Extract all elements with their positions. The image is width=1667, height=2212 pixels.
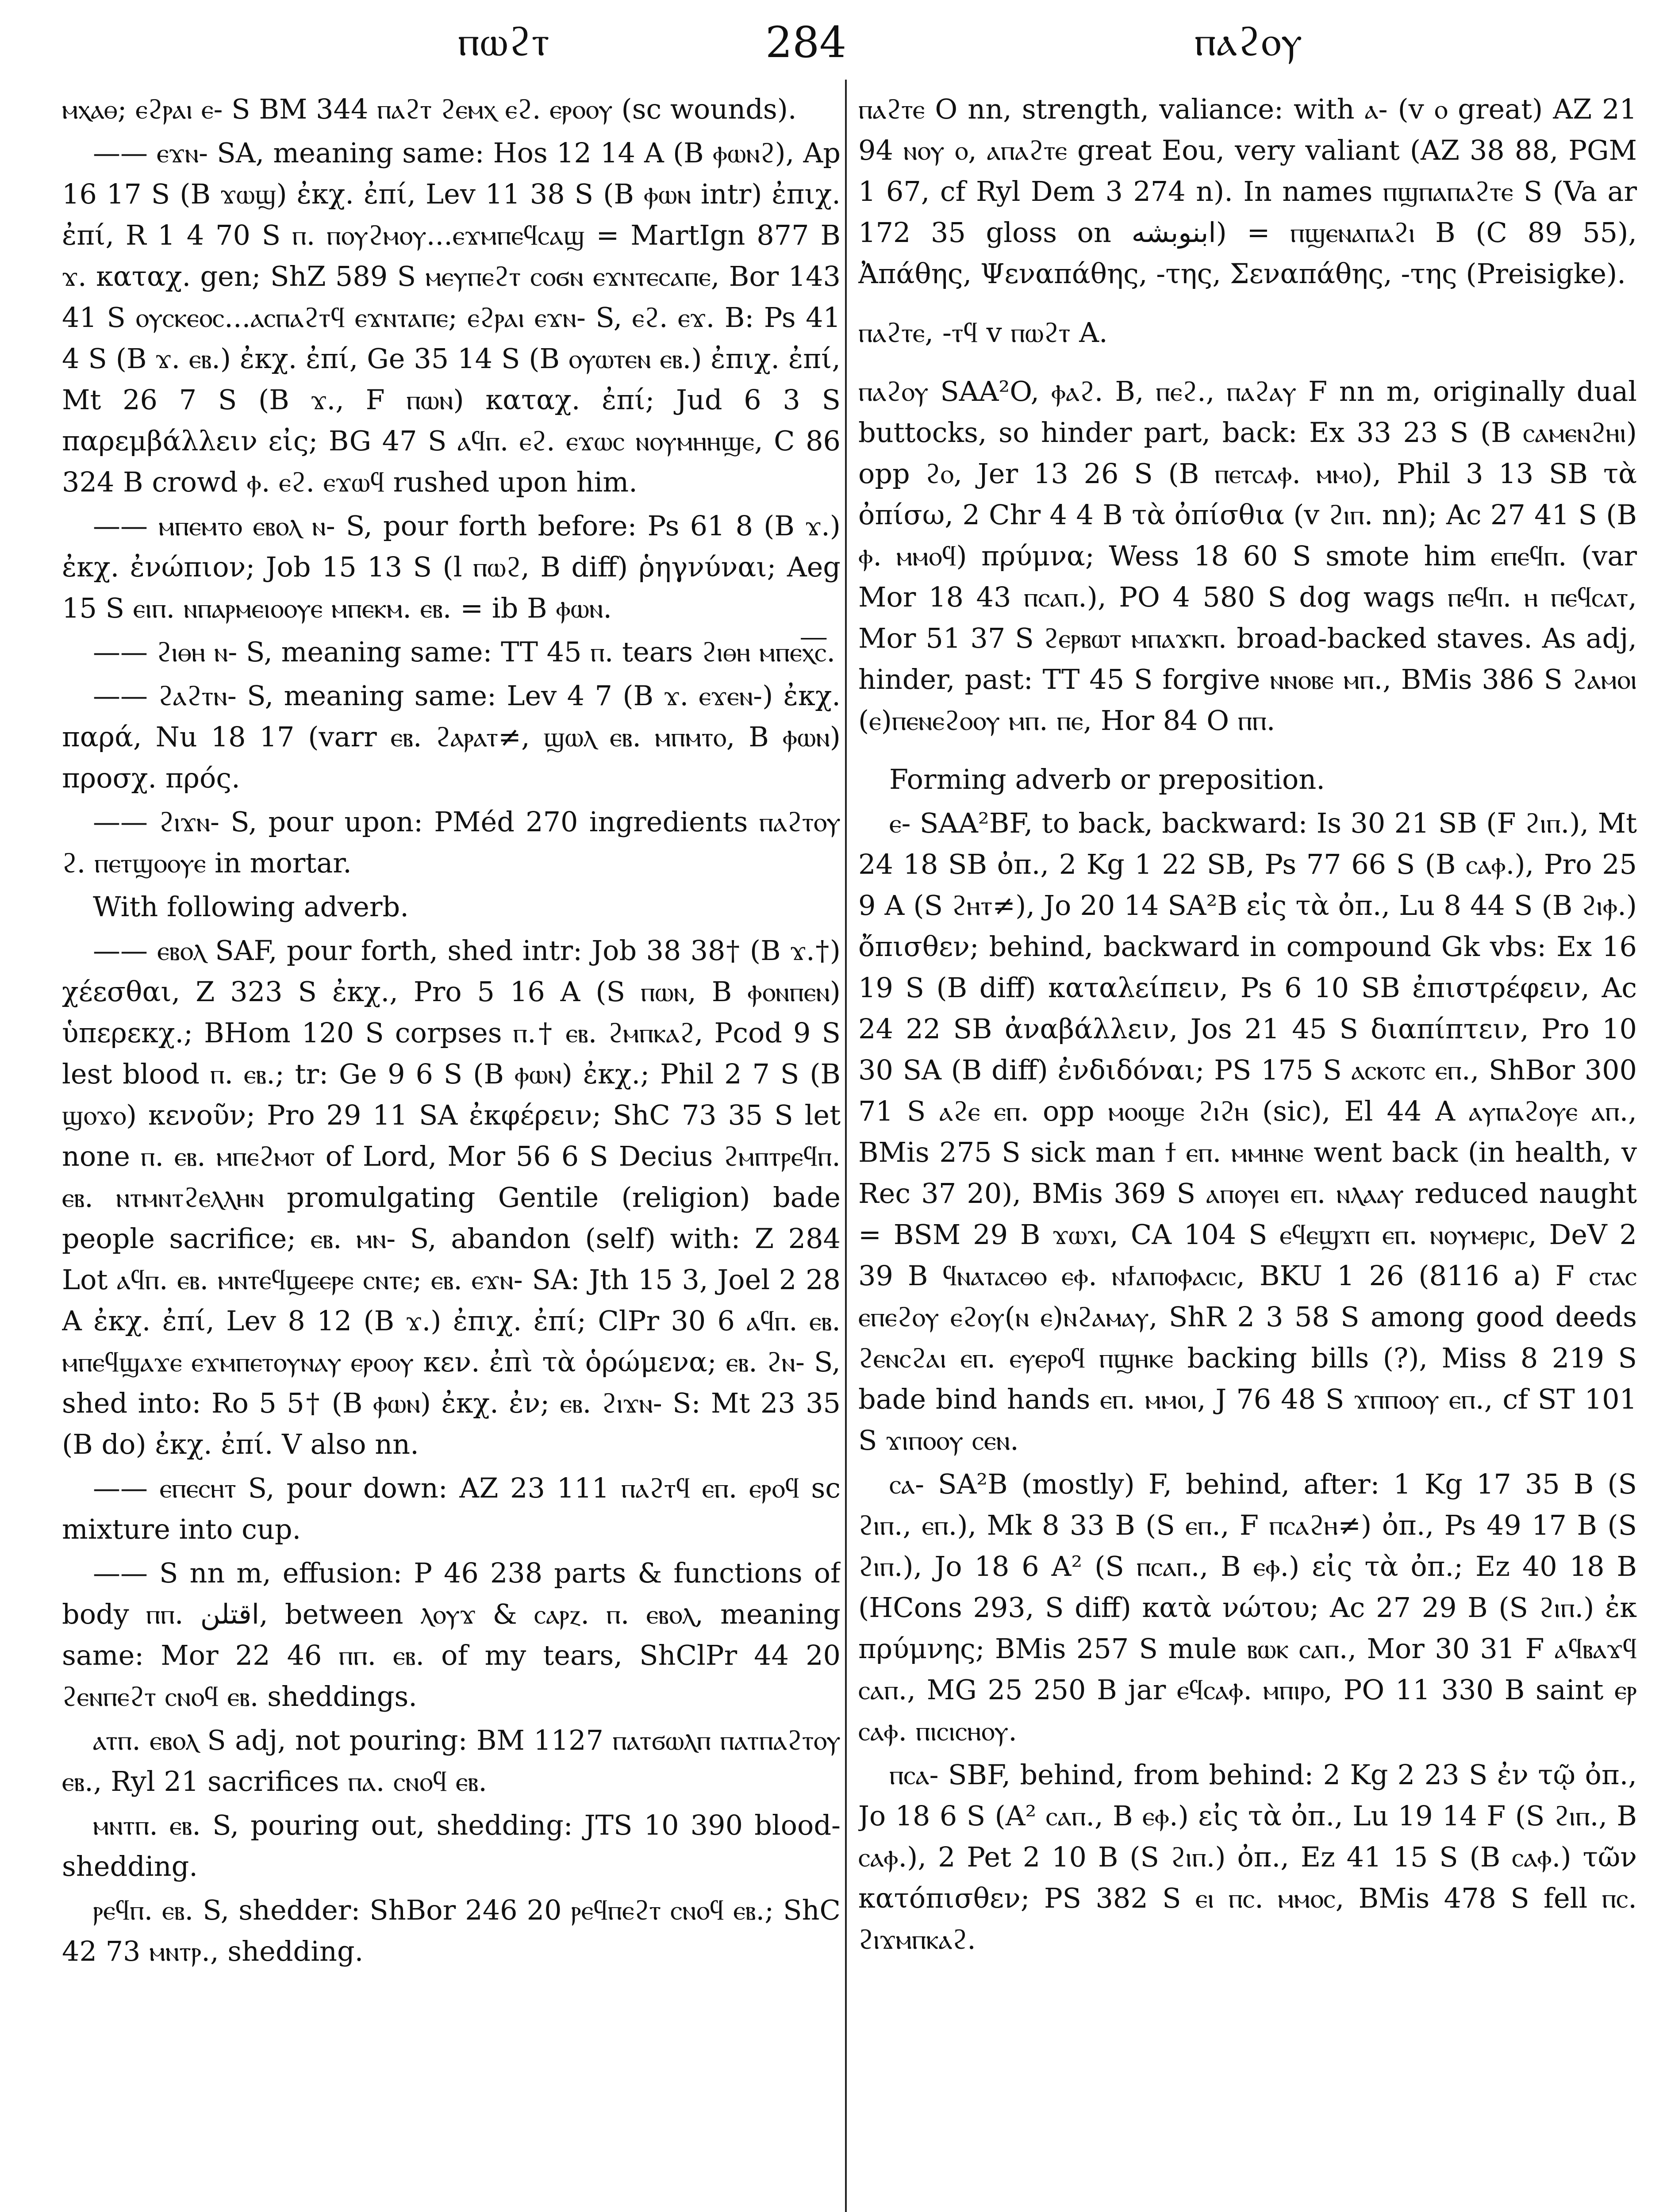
entry-headword: ⲡⲁϩⲟⲩ SAA²O, ⲫⲁϩ. B, ⲡⲉϩ., ⲡⲁϩⲁⲩ F nn m, originally dual buttocks, so hinder part, back: Ex 33 23 S (B ⲥⲁⲙⲉⲛϩⲏⲓ) opp ϩⲟ, Jer 13 26 S (B ⲡⲉⲧⲥⲁⲫ. ⲙⲙⲟ), Phil 3 13 SB τὰ ὀπίσω, 2 Chr 4 4 B τὰ ὀπίσθια (v ϩⲓⲡ. nn); Ac 27 41 S (B ⲫ. ⲙⲙⲟϥ) πρύμνα; Wess 18 60 S smote him ⲉⲡⲉϥⲡ. (var Mor 18 43 ⲡⲥⲁⲡ.), PO 4 580 S dog wags ⲡⲉϥⲡ. ⲏ ⲡⲉϥⲥⲁⲧ, Mor 51 37 S ϩⲉⲣⲃⲱⲧ ⲙⲡⲁϫⲕⲡ. broad-backed staves. As adj, hinder, past: TT 45 S forgive ⲛⲛⲟⲃⲉ ⲙⲡ., BMis 386 S ϩⲁⲙⲟⲓ (ⲉ)ⲡⲉⲛⲉϩⲟⲟⲩ ⲙⲡ. ⲡⲉ, Hor 84 O ⲡⲡ. [858,375,1637,737]
entry-sub: ⲣⲉϥⲡ. ⲉⲃ. S, shedder: ShBor 246 20 ⲣⲉϥⲡⲉϩⲧ ⲥⲛⲟϥ ⲉⲃ.; ShC 42 73 ⲙⲛⲧⲣ., shedding. [62,1894,841,1967]
entry-sub: ⲥⲁ- SA²B (mostly) F, behind, after: 1 Kg 17 35 B (S ϩⲓⲡ., ⲉⲡ.), Mk 8 33 B (S ⲉⲡ., F ⲡⲥⲁϩⲏ≠) ὀπ., Ps 49 17 B (S ϩⲓⲡ.), Jo 18 6 A² (S ⲡⲥⲁⲡ., B ⲉⲫ.) εἰς τὰ ὀπ.; Ez 40 18 B (HCons 293, S diff) κατὰ νώτου; Ac 27 29 B (S ϩⲓⲡ.) ἐκ πρύμνης; BMis 257 S mule ⲃⲱⲕ ⲥⲁⲡ., Mor 30 31 F ⲁϥⲃⲁϫϥ ⲥⲁⲡ., MG 25 250 B jar ⲉϥⲥⲁⲫ. ⲙⲡⲓⲣⲟ, PO 11 330 B saint ⲉⲣ ⲥⲁⲫ. ⲡⲓⲥⲓⲥⲏⲟⲩ. [858,1468,1637,1747]
left-column [62,88,841,2212]
entry-sub: —— ⲉⲃⲟⲗ SAF, pour forth, shed intr: Job 38 38† (B ϫ.†) χέεσθαι, Z 323 S ἐκχ., Pro 5 16 A (S ⲡⲱⲛ, B ⲫⲟⲛⲡⲉⲛ) ὑπερεκχ.; BHom 120 S corpses ⲡ.† ⲉⲃ. ϩⲙⲡⲕⲁϩ, Pcod 9 S lest blood ⲡ. ⲉⲃ.; tr: Ge 9 6 S (B ⲫⲱⲛ) ἐκχ.; Phil 2 7 S (B ϣⲟϫⲟ) κενοῦν; Pro 29 11 SA ἐκφέρειν; ShC 73 35 S let none ⲡ. ⲉⲃ. ⲙⲡⲉϩⲙⲟⲧ of Lord, Mor 56 6 S Decius ϩⲙⲡⲧⲣⲉϥⲡ. ⲉⲃ. ⲛⲧⲙⲛⲧϩⲉⲗⲗⲏⲛ promulgating Gentile (religion) bade people sacrifice; ⲉⲃ. ⲙⲛ- S, abandon (self) with: Z 284 Lot ⲁϥⲡ. ⲉⲃ. ⲙⲛⲧⲉϥϣⲉⲉⲣⲉ ⲥⲛⲧⲉ; ⲉⲃ. ⲉϫⲛ- SA: Jth 15 3, Joel 2 28 A ἐκχ. ἐπί, Lev 8 12 (B ϫ.) ἐπιχ. ἐπί; ClPr 30 6 ⲁϥⲡ. ⲉⲃ. ⲙⲡⲉϥϣⲁϫⲉ ⲉϫⲙⲡⲉⲧⲟⲩⲛⲁⲩ ⲉⲣⲟⲟⲩ κεν. ἐπὶ τὰ ὁρώμενα; ⲉⲃ. ϩⲛ- S, shed into: Ro 5 5† (B ⲫⲱⲛ) ἐκχ. ἐν; ⲉⲃ. ϩⲓϫⲛ- S: Mt 23 35 (B do) ἐκχ. ἐπί. V also nn. [62,934,841,1460]
entry-sub: —— ϩⲓⲑⲏ ⲛ- S, meaning same: TT 45 ⲡ. tears ϩⲓⲑⲏ ⲙⲡⲉⲭ︦ⲥ︦. [93,636,836,668]
entry-sub: —— ⲉⲡⲉⲥⲏⲧ S, pour down: AZ 23 111 ⲡⲁϩⲧϥ ⲉⲡ. ⲉⲣⲟϥ sc mixture into cup. [62,1472,841,1545]
entry-sub: ⲉ- SAA²BF, to back, backward: Is 30 21 SB (F ϩⲓⲡ.), Mt 24 18 SB ὀπ., 2 Kg 1 22 SB, Ps 77 66 S (B ⲥⲁⲫ.), Pro 25 9 A (S ϩⲏⲧ≠), Jo 20 14 SA²B εἰς τὰ ὀπ., Lu 8 44 S (B ϩⲓⲫ.) ὄπισθεν; behind, backward in compound Gk vbs: Ex 16 19 S (B diff) καταλείπειν, Ps 6 10 SB ἐπιστρέφειν, Ac 24 22 SB ἀναβάλλειν, Jos 21 45 S διαπίπτειν, Pro 10 30 SA (B diff) ἐνδιδόναι; PS 175 S ⲁⲥⲕⲟⲧⲥ ⲉⲡ., ShBor 300 71 S ⲁϩⲉ ⲉⲡ. opp ⲙⲟⲟϣⲉ ϩⲓϩⲏ (sic), El 44 A ⲁⲩⲡⲁϩⲟⲩⲉ ⲁⲡ., BMis 275 S sick man ϯ ⲉⲡ. ⲙⲙⲏⲛⲉ went back (in health, v Rec 37 20), BMis 369 S ⲁⲡⲟⲩⲉⲓ ⲉⲡ. ⲛⲗⲁⲁⲩ reduced naught = BSM 29 B ϫⲱϫⲓ, CA 104 S ⲉϥⲉϣϫⲡ ⲉⲡ. ⲛⲟⲩⲙⲉⲣⲓⲥ, DeV 2 39 B ϥⲛⲁⲧⲁⲥⲑⲟ ⲉⲫ. ⲛϯⲁⲡⲟⲫⲁⲥⲓⲥ, BKU 1 26 (8116 a) F ⲥⲧⲁⲥ ⲉⲡⲉϩⲟⲩ ⲉϩⲟⲩ(ⲛ ⲉ)ⲛϩⲁⲙⲁⲩ, ShR 2 3 58 S among good deeds ϩⲉⲛⲥϩⲁⲓ ⲉⲡ. ⲉⲩⲉⲣⲟϥ ⲡϣⲏⲕⲉ backing bills (?), Miss 8 219 S bade bind hands ⲉⲡ. ⲙⲙⲟⲓ, J 76 48 S ϫⲡⲡⲟⲟⲩ ⲉⲡ., cf ST 101 S ϫⲓⲡⲟⲟⲩ ⲥⲉⲛ. [858,807,1637,1456]
entry-sub: ⲙⲛⲧⲡ. ⲉⲃ. S, pouring out, shedding: JTS 10 390 blood-shedding. [62,1809,841,1882]
entry-sub: —— S nn m, effusion: P 46 238 parts & functions of body ⲡⲡ. اقتلن, between ⲗⲟⲩϫ & ⲥⲁⲣⲍ. ⲡ. ⲉⲃⲟⲗ, meaning same: Mor 22 46 ⲡⲡ. ⲉⲃ. of my tears, ShClPr 44 20 ϩⲉⲛⲡⲉϩⲧ ⲥⲛⲟϥ ⲉⲃ. sheddings. [62,1557,841,1713]
right-column [858,88,1637,2212]
entry-label: Forming adverb or preposition. [889,763,1325,795]
running-head-left: ⲡⲱϩⲧ [458,18,550,65]
entry-headword: ⲡⲁϩⲧⲉ, -ⲧϥ v ⲡⲱϩⲧ A. [858,316,1108,349]
entry-sub: —— ϩⲁϩⲧⲛ- S, meaning same: Lev 4 7 (B ϫ. ⲉϫⲉⲛ-) ἐκχ. παρά, Nu 18 17 (varr ⲉⲃ. ϩⲁⲣⲁⲧ≠, ϣⲱⲗ ⲉⲃ. ⲙⲡⲙⲧⲟ, B ⲫⲱⲛ) προσχ. πρός. [62,680,841,794]
entry-sub: ⲡⲥⲁ- SBF, behind, from behind: 2 Kg 2 23 S ἐν τῷ ὀπ., Jo 18 6 S (A² ⲥⲁⲡ., B ⲉⲫ.) εἰς τὰ ὀπ., Lu 19 14 F (S ϩⲓⲡ., B ⲥⲁⲫ.), 2 Pet 2 10 B (S ϩⲓⲡ.) ὀπ., Ez 41 15 S (B ⲥⲁⲫ.) τῶν κατόπισθεν; PS 382 S ⲉⲓ ⲡⲥ. ⲙⲙⲟⲥ, BMis 478 S fell ⲡⲥ. ϩⲓϫⲙⲡⲕⲁϩ. [858,1759,1637,1955]
entry-continuation: ⲙⲭⲁⲑ; ⲉϩⲣⲁⲓ ⲉ- S BM 344 ⲡⲁϩⲧ ϩⲉⲙⲭ ⲉϩ. ⲉⲣⲟⲟⲩ (sc wounds). [62,93,797,125]
entry-label: With following adverb. [93,891,409,923]
column-divider [845,80,847,2212]
entry-sub: ⲁⲧⲡ. ⲉⲃⲟⲗ S adj, not pouring: BM 1127 ⲡⲁⲧϭⲱⲗⲡ ⲡⲁⲧⲡⲁϩⲧⲟⲩ ⲉⲃ., Ryl 21 sacrifices ⲡⲁ. ⲥⲛⲟϥ ⲉⲃ. [62,1724,841,1797]
entry-sub: —— ϩⲓϫⲛ- S, pour upon: PMéd 270 ingredients ⲡⲁϩⲧⲟⲩ ϩ. ⲡⲉⲧϣⲟⲟⲩⲉ in mortar. [62,806,841,879]
page-header [0,18,1667,71]
entry-sub: —— ⲙⲡⲉⲙⲧⲟ ⲉⲃⲟⲗ ⲛ- S, pour forth before: Ps 61 8 (B ϫ.) ἐκχ. ἐνώπιον; Job 15 13 S (l ⲡⲱϩ, B diff) ῥηγνύναι; Aeg 15 S ⲉⲓⲡ. ⲛⲡⲁⲣⲙⲉⲓⲟⲟⲩⲉ ⲙⲡⲉⲕⲙ. ⲉⲃ. = ib B ⲫⲱⲛ. [62,510,841,624]
entry-sub: —— ⲉϫⲛ- SA, meaning same: Hos 12 14 A (B ⲫⲱⲛϩ), Ap 16 17 S (B ϫⲱϣ) ἐκχ. ἐπί, Lev 11 38 S (B ⲫⲱⲛ intr) ἐπιχ. ἐπί, R 1 4 70 S ⲡ. ⲡⲟⲩϩⲙⲟⲩ...ⲉϫⲙⲡⲉϥⲥⲁϣ = MartIgn 877 B ϫ. καταχ. gen; ShZ 589 S ⲙⲉⲩⲡⲉϩⲧ ⲥⲟϭⲛ ⲉϫⲛⲧⲉⲥⲁⲡⲉ, Bor 143 41 S ⲟⲩⲥⲕⲉⲟⲥ...ⲁⲥⲡⲁϩⲧϥ ⲉϫⲛⲧⲁⲡⲉ; ⲉϩⲣⲁⲓ ⲉϫⲛ- S, ⲉϩ. ⲉϫ. B: Ps 41 4 S (B ϫ. ⲉⲃ.) ἐκχ. ἐπί, Ge 35 14 S (B ⲟⲩⲱⲧⲉⲛ ⲉⲃ.) ἐπιχ. ἐπί, Mt 26 7 S (B ϫ., F ⲡⲱⲛ) καταχ. ἐπί; Jud 6 3 S παρεμβάλλειν εἰς; BG 47 S ⲁϥⲡ. ⲉϩ. ⲉϫⲱⲥ ⲛⲟⲩⲙⲏⲏϣⲉ, C 86 324 B crowd ⲫ. ⲉϩ. ⲉϫⲱϥ rushed upon him. [62,137,841,498]
page-number: 284 [765,18,847,67]
running-head-right: ⲡⲁϩⲟⲩ [1195,18,1303,65]
entry-headword: ⲡⲁϩⲧⲉ O nn, strength, valiance: with ⲁ- (v ⲟ great) AZ 21 94 ⲛⲟⲩ ⲟ, ⲁⲡⲁϩⲧⲉ great Eou, very valiant (AZ 38 88, PGM 1 67, cf Ryl Dem 3 274 n). In names ⲡϣⲡⲁⲡⲁϩⲧⲉ S (Va ar 172 35 gloss on ابنوبشه) = ⲡϣⲉⲛⲁⲡⲁϩⲓ B (C 89 55), Ἀπάθης, Ψεναπάθης, -της, Σεναπάθης, -της (Preisigke). [858,93,1637,290]
